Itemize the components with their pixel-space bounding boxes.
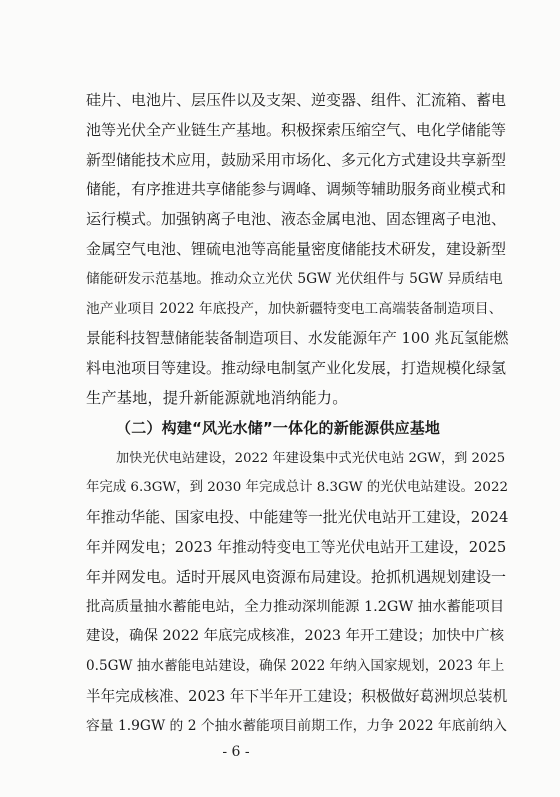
paragraph-line: 景能科技智慧储能装备制造项目、水发能源年产 100 兆瓦氢能燃 [86, 330, 508, 348]
paragraph-line: 年并网发电。适时开展风电资源布局建设。抢抓机遇规划建设一 [86, 567, 507, 586]
paragraph-line: 批高质量抽水蓄能电站，全力推动深圳能源 1.2GW 抽水蓄能项目 [86, 598, 505, 615]
paragraph-line: 年完成 6.3GW，到 2030 年完成总计 8.3GW 的光伏电站建设。2022 [86, 480, 508, 496]
paragraph-line: 半年完成核准、2023 年下半年开工建设；积极做好葛洲坝总装机 [86, 687, 508, 705]
paragraph-line: 池产业项目 2022 年底投产，加快新疆特变电工高端装备制造项目、 [86, 300, 503, 317]
paragraph-line: 料电池项目等建设。推动绿电制氢产业化发展，打造规模化绿氢 [86, 359, 507, 378]
paragraph-line: 硅片、电池片、层压件以及支架、逆变器、组件、汇流箱、蓄电 [86, 91, 507, 109]
paragraph-line: 池等光伏全产业链生产基地。积极探索压缩空气、电化学储能等 [86, 120, 507, 139]
paragraph-line: 生产基地，提升新能源就地消纳能力。 [86, 388, 348, 407]
page-number: - 6 - [222, 744, 250, 760]
paragraph-line: 金属空气电池、锂硫电池等高能量密度储能技术研发，建设新型 [86, 239, 507, 258]
paragraph-line: 新型储能技术应用，鼓励采用市场化、多元化方式建设共享新型 [86, 150, 507, 169]
paragraph-line: 加快光伏电站建设，2022 年建设集中式光伏电站 2GW，到 2025 [116, 450, 506, 466]
paragraph-line: 储能研发示范基地。推动众立光伏 5GW 光伏组件与 5GW 异质结电 [86, 270, 503, 287]
paragraph-line: 年推动华能、国家电投、中能建等一批光伏电站开工建设，2024 [86, 509, 508, 527]
paragraph-line: 建设，确保 2022 年底完成核准，2023 年开工建设；加快中广核 [86, 628, 504, 645]
paragraph-line: 运行模式。加强钠离子电池、液态金属电池、固态锂离子电池、 [86, 210, 507, 229]
paragraph-line: 年并网发电；2023 年推动特变电工等光伏电站开工建设，2025 [86, 538, 507, 556]
paragraph-line: 储能，有序推进共享储能参与调峰、调频等辅助服务商业模式和 [86, 180, 507, 199]
body-text [86, 86, 508, 742]
paragraph-line: 容量 1.9GW 的 2 个抽水蓄能项目前期工作，力争 2022 年底前纳入 [86, 717, 507, 734]
section-heading: （二）构建“风光水储”一体化的新能源供应基地 [116, 418, 441, 437]
paragraph-line: 0.5GW 抽水蓄能电站建设，确保 2022 年纳入国家规划，2023 年上 [86, 658, 505, 675]
